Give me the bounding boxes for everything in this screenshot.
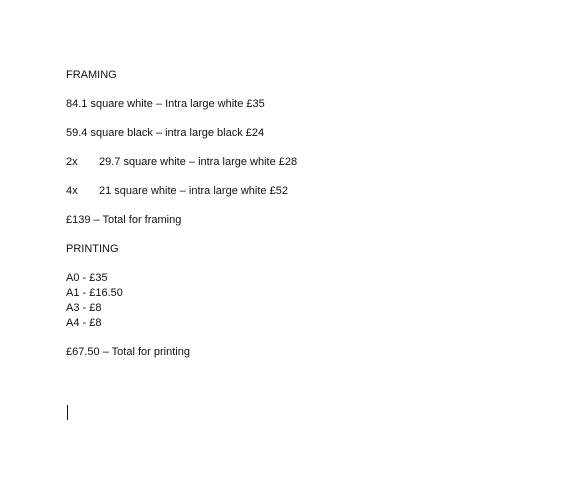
framing-line — [66, 126, 546, 141]
framing-line — [66, 97, 546, 112]
framing-line-text: 29.7 square white – intra large white £28 — [99, 156, 298, 168]
framing-line-quantity: 2x — [66, 156, 78, 168]
framing-line — [66, 184, 546, 199]
framing-line — [66, 155, 546, 170]
printing-price-line: A3 - £8 — [66, 302, 102, 314]
text-cursor — [67, 405, 68, 420]
framing-line-text: 21 square white – intra large white £52 — [99, 185, 288, 197]
printing-price-list — [66, 271, 546, 331]
framing-heading: FRAMING — [66, 69, 117, 81]
printing-price-line: A4 - £8 — [66, 317, 102, 329]
framing-total: £139 – Total for framing — [66, 214, 182, 226]
framing-line-text: 59.4 square black – intra large black £24 — [66, 127, 265, 139]
framing-line-text: 84.1 square white – Intra large white £35 — [66, 98, 265, 110]
framing-line-quantity: 4x — [66, 185, 78, 197]
printing-price-line: A1 - £16.50 — [66, 287, 123, 299]
printing-price-line: A0 - £35 — [66, 272, 108, 284]
printing-total: £67.50 – Total for printing — [66, 346, 190, 358]
document-body[interactable] — [66, 68, 546, 374]
printing-heading: PRINTING — [66, 243, 119, 255]
